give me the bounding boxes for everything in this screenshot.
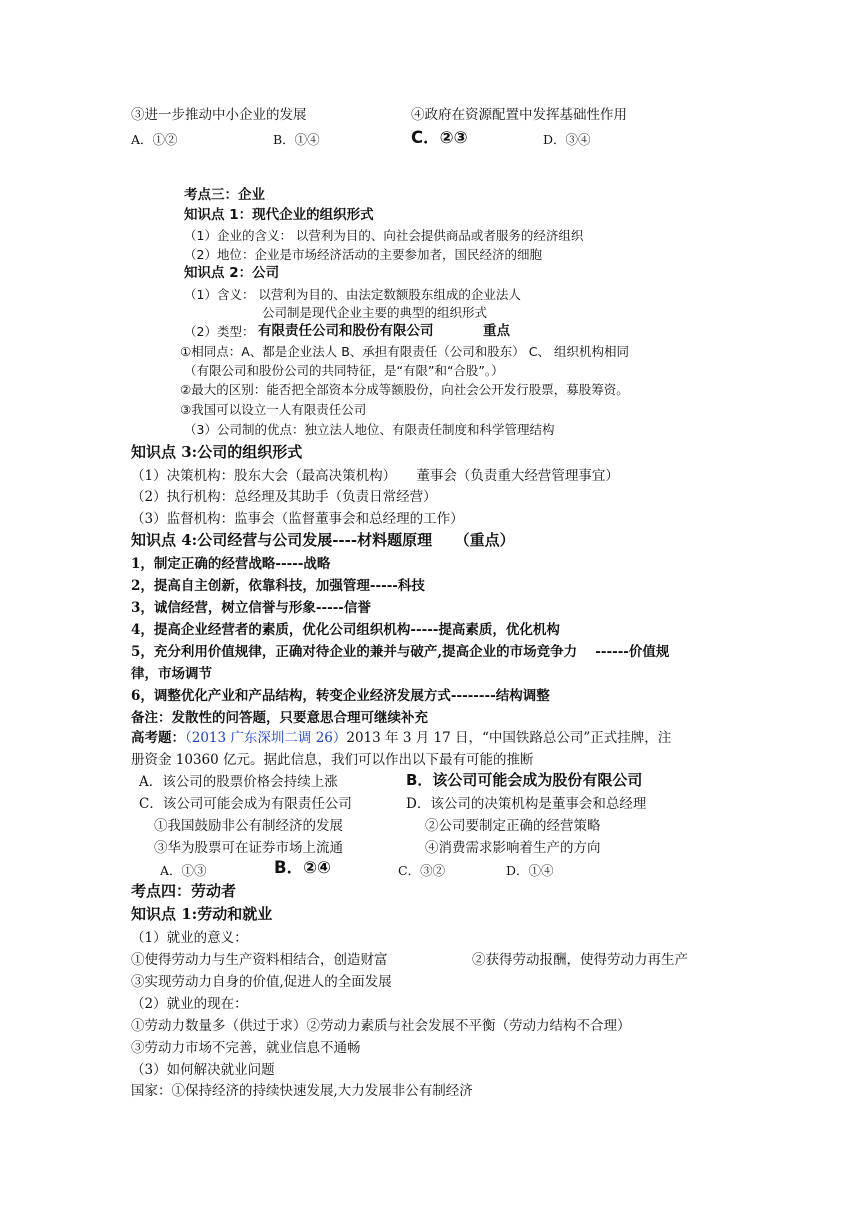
p3-line-2: （2）执行机构：总经理及其助手（负责日常经营） [131, 489, 437, 505]
k3-p2-line-2: 公司制是现代企业主要的典型的组织形式 [262, 305, 488, 320]
exam-option-c: C．该公司可能会成为有限责任公司 [139, 796, 352, 812]
exam-stem-1: 2013 年 3 月 17 日，“中国铁路总公司”正式挂牌，注 [346, 730, 672, 746]
k3-p2-line-1: （1）含义： 以营利为目的、由法定数额股东组成的企业法人 [184, 287, 521, 302]
knowledge-point-2-title: 知识点 2：公司 [184, 265, 280, 281]
exam-statement-1: ①我国鼓励非公有制经济的发展 [154, 818, 343, 834]
k3-p2-line-7: ③我国可以设立一人有限责任公司 [180, 402, 367, 417]
answer-b: B．①④ [273, 132, 320, 147]
exam-option-b: B．该公司可能会成为股份有限公司 [406, 771, 643, 789]
k4-line-3: ③实现劳动力自身的价值,促进人的全面发展 [131, 974, 392, 990]
k3-p2-line-4: ①相同点：A、都是企业法人 B、承担有限责任（公司和股东） C、 组织机构相同 [180, 344, 629, 359]
exam-answer-b: B．②④ [274, 858, 332, 877]
k4-knowledge-point-1-title: 知识点 1:劳动和就业 [131, 905, 273, 923]
p3-line-1: （1）决策机构：股东大会（最高决策机构） 董事会（负责重大经营管理事宜） [131, 468, 619, 484]
exam-option-d: D．该公司的决策机构是董事会和总经理 [406, 796, 647, 812]
knowledge-point-1-title: 知识点 1：现代企业的组织形式 [184, 207, 374, 223]
exam-statement-3: ③华为股票可在证券市场上流通 [154, 840, 343, 856]
answer-d: D．③④ [543, 132, 591, 147]
exam-answer-a: A．①③ [160, 863, 207, 878]
p4-line-1: 1，制定正确的经营战略-----战略 [131, 556, 331, 572]
p4-line-4: 4，提高企业经营者的素质，优化公司组织机构-----提高素质，优化机构 [131, 622, 560, 638]
section-title-k3: 考点三：企业 [184, 187, 265, 203]
exam-source: （2013 广东深圳二调 26） [185, 730, 347, 746]
exam-question-stem [131, 729, 671, 747]
k4-line-6: ③劳动力市场不完善，就业信息不通畅 [131, 1040, 361, 1056]
exam-stem-2: 册资金 10360 亿元。据此信息，我们可以作出以下最有可能的推断 [131, 752, 534, 768]
exam-statement-4: ④消费需求影响着生产的方向 [425, 840, 601, 856]
k4-line-5: ①劳动力数量多（供过于求）②劳动力素质与社会发展不平衡（劳动力结构不合理） [131, 1018, 631, 1034]
p4-line-5-cont: 律，市场调节 [131, 666, 212, 682]
k3-p1-line-2: （2）地位：企业是市场经济活动的主要参加者，国民经济的细胞 [184, 247, 542, 262]
k4-line-7: （3）如何解决就业问题 [131, 1062, 275, 1078]
knowledge-point-3-title: 知识点 3:公司的组织形式 [131, 443, 303, 461]
exam-answer-c: C．③② [398, 863, 446, 878]
k3-p1-line-1: （1）企业的含义： 以营利为目的、向社会提供商品或者服务的经济组织 [184, 228, 584, 243]
p4-line-2: 2，提高自主创新，依靠科技，加强管理-----科技 [131, 578, 425, 594]
section-title-k4: 考点四：劳动者 [131, 882, 237, 900]
p4-line-3: 3，诚信经营，树立信誉与形象-----信誉 [131, 600, 371, 616]
exam-answer-d: D．①④ [506, 863, 554, 878]
k3-p2-type-value: 有限责任公司和股份有限公司 [258, 323, 434, 339]
p4-line-5: 5，充分利用价值规律，正确对待企业的兼并与破产,提高企业的市场竞争力 ------价值规 [131, 644, 670, 660]
k3-p2-line-8: （3）公司制的优点：独立法人地位、有限责任制度和科学管理结构 [184, 422, 555, 437]
exam-option-a: A．该公司的股票价格会持续上涨 [139, 774, 338, 790]
k4-line-8: 国家：①保持经济的持续快速发展,大力发展非公有制经济 [131, 1083, 473, 1099]
k4-line-1: （1）就业的意义： [131, 930, 248, 946]
k4-line-2a: ①使得劳动力与生产资料相结合，创造财富 [131, 952, 388, 968]
k3-p2-type-label: （2）类型： [184, 324, 255, 339]
answer-a: A．①② [131, 132, 178, 147]
knowledge-point-4-title: 知识点 4:公司经营与公司发展----材料题原理 （重点） [131, 531, 515, 549]
option-4: ④政府在资源配置中发挥基础性作用 [411, 107, 627, 123]
p3-line-3: （3）监督机构：监事会（监督董事会和总经理的工作） [131, 511, 464, 527]
p4-note: 备注：发散性的问答题，只要意思合理可继续补充 [131, 710, 428, 726]
k3-p2-key-mark: 重点 [483, 323, 510, 339]
k4-line-4: （2）就业的现在： [131, 996, 248, 1012]
exam-statement-2: ②公司要制定正确的经营策略 [425, 818, 601, 834]
k3-p2-line-5: （有限公司和股份公司的共同特征，是“有限”和“合股”。） [184, 363, 504, 378]
k4-line-2b: ②获得劳动报酬，使得劳动力再生产 [472, 952, 688, 968]
option-3: ③进一步推动中小企业的发展 [131, 107, 307, 123]
answer-c: C．②③ [411, 128, 468, 147]
p4-line-6: 6，调整优化产业和产品结构，转变企业经济发展方式--------结构调整 [131, 688, 550, 704]
k3-p2-line-6: ②最大的区别：能否把全部资本分成等额股份，向社会公开发行股票，募股筹资。 [180, 382, 629, 397]
exam-label: 高考题： [131, 730, 185, 746]
